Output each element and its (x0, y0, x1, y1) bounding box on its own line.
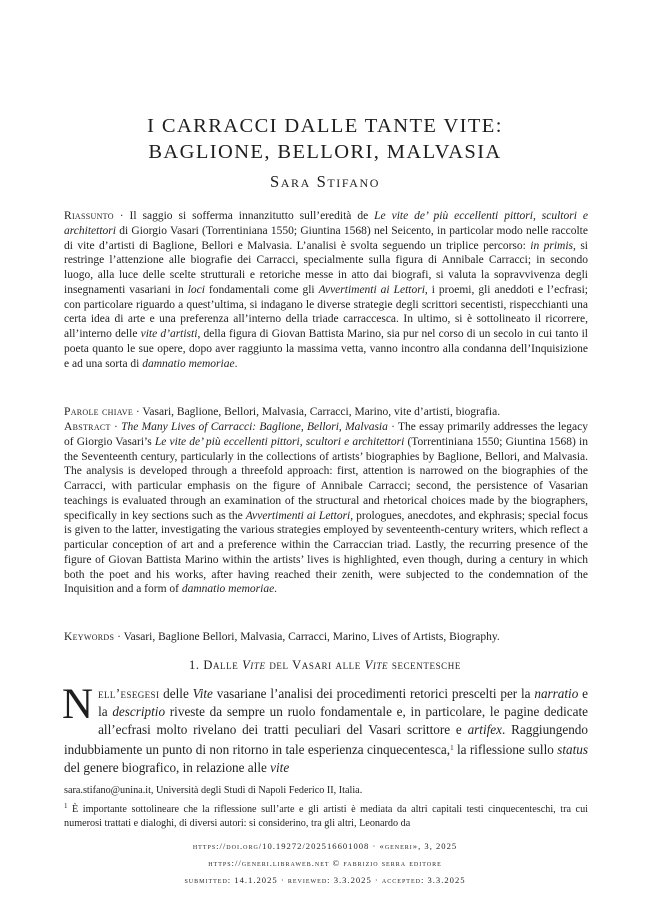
italic-run: Avvertimenti ai Lettori (245, 509, 351, 522)
keywords-italian (64, 404, 588, 420)
english-title: The Many Lives of Carracci: Baglione, Bellori, Malvasia (121, 421, 388, 433)
separator: · (114, 631, 124, 643)
footnote-number: 1 (64, 802, 68, 810)
text-run: , prologues, anecdotes, and ekphrasis; special focus is given to the latter, investigating the various strategies employed by seventeenth-century writers, which reflect a particular conception of art and a preference within the Carraccian triad. Lastly, the recurring presence of the figure of Giovan Battista Marino within the artists’ lives is highlighted, even though, during a century in which both the poet and his works, after having reached their zenith, were subjected to the condemnation of the Inquisition and a form of (64, 509, 589, 596)
text-run: . (274, 583, 278, 596)
section-heading (0, 658, 650, 673)
italic-run: Le vite de’ più eccellenti pittori, scultori e architettori (64, 210, 588, 237)
text-run: di Giorgio Vasari (Torrentiniana 1550; Giuntina 1568) nel Seicento, in particolar modo nelle raccolte di vite d’artisti di Baglione, Bellori e Malvasia. L’analisi è svolta seguendo un triplice percorso: (64, 224, 588, 252)
abstract-english (64, 420, 588, 597)
italic-run: Vite (242, 658, 266, 672)
keywords-english (64, 629, 588, 645)
italic-run: Le vite de’ più eccellenti pittori, scultori e architettori (154, 435, 405, 448)
text-run: vasariane l’analisi dei procedimenti retorici prescelti per la (212, 686, 535, 701)
text-run: fondamentali come gli (204, 283, 319, 296)
abstract-italian (64, 209, 588, 371)
text-run: . Raggiungendo indubbiamente un punto di non ritorno in tale esperienza cinquecentesca, (64, 722, 588, 757)
dates-line: submitted: 14.1.2025 · reviewed: 3.3.2025 · accepted: 3.3.2025 (184, 875, 466, 885)
italic-run: Avvertimenti ai Lettori (318, 283, 425, 296)
footnote-1 (64, 799, 588, 831)
body-paragraph (62, 681, 588, 777)
author-name: Sara Stifano (269, 172, 381, 191)
text-run: delle (159, 686, 193, 701)
italic-run: loci (187, 283, 205, 296)
italic-run: narratio (534, 686, 579, 701)
abstract-english-label: Abstract (64, 421, 111, 433)
italic-run: vite d’artisti (140, 328, 198, 340)
text-run: la riflessione sullo (453, 742, 558, 757)
abstract-italian-label: Riassunto (64, 210, 114, 222)
text-run: , i proemi, gli aneddoti e l’ecfrasi; con particolare riguardo a quest’ultima, si indagano le diverse strategie degli scrittori secentisti, rispecchianti una certa idea di arte e una preferenza all’interno della triade carraccesca. In ultimo, si è sottolineato il ricorrere, all’interno delle (64, 283, 588, 340)
text-run: secentesche (388, 658, 461, 672)
text-run: del Vasari alle (265, 658, 365, 672)
footnote-text: È importante sottolineare che la riflessione sull’arte e gli artisti è mediata da altri capitali testi cinquecenteschi, tra cui numerosi trattati e dialoghi, di diversi autori: si considerino, tra gli altri, Leonardo da (64, 804, 588, 829)
drop-cap: N (62, 681, 94, 728)
italic-run: artifex (467, 722, 502, 737)
text-run: (Torrentiniana 1550; Giuntina 1568) in the Seventeenth century, particularly in the collections of artists’ biographies by Baglione, Bellori, and Malvasia. The analysis is developed through a threefold approach: first, attention is narrowed on the biographies of the Carracci, with particular emphasis on the figure of Annibale Carracci; second, the persistence of Vasarian teachings is evaluated through an examination of the structural and rhetorical choices made by the biographers, specifically in key sections such as the (64, 435, 588, 522)
text-run: . (234, 357, 238, 370)
keywords-italian-text: Vasari, Baglione, Bellori, Malvasia, Carracci, Marino, vite d’artisti, biografia. (142, 406, 501, 418)
italic-run: in primis (530, 239, 574, 252)
article-title-line-2: BAGLIONE, BELLORI, MALVASIA (148, 141, 502, 163)
keywords-english-label: Keywords (64, 631, 115, 643)
author-contact-footnote: sara.stifano@unina.it, Università degli Studi di Napoli Federico II, Italia. (64, 785, 363, 796)
text-run: del genere biografico, in relazione alle (64, 760, 271, 775)
text-run: e la (98, 686, 588, 719)
small-caps-run: ell’esegesi (98, 686, 160, 701)
separator: · (110, 421, 122, 433)
italic-run: Vite (192, 686, 213, 701)
article-title-line-1: I CARRACCI DALLE TANTE VITE: (147, 115, 503, 137)
italic-run: damnatio memoriae (142, 357, 235, 370)
italic-run: Vite (364, 658, 389, 672)
footnote-ref[interactable]: 1 (450, 744, 454, 752)
separator: · (113, 210, 130, 222)
text-run: · The essay primarily addresses the legacy of Giorgio Vasari’s (64, 421, 588, 448)
italic-run: damnatio memoriae (181, 583, 275, 596)
italic-run: vite (270, 760, 290, 775)
section-number: 1. (189, 658, 204, 672)
italic-run: status (557, 742, 588, 757)
doi-line[interactable]: https://doi.org/10.19272/202516601008 · «generi», 3, 2025 (192, 841, 458, 851)
text-run: Il saggio si sofferma innanzitutto sull’eredità de (129, 210, 375, 222)
text-run: Dalle (203, 658, 243, 672)
italic-run: descriptio (112, 704, 166, 719)
keywords-english-text: Vasari, Baglione Bellori, Malvasia, Carracci, Marino, Lives of Artists, Biography. (123, 631, 500, 643)
text-run: , si restringe l’attenzione alle biografie dei Carracci, specialmente sulla figura di Annibale Carracci; in secondo luogo, alla luce delle scelte strutturali e retoriche messe in atto dai biografi, si valuta la sopravvivenza degli insegnamenti vasariani in (64, 239, 589, 296)
keywords-italian-label: Parole chiave (64, 406, 134, 418)
separator: · (133, 406, 143, 418)
text-run: riveste da sempre un ruolo fondamentale e, in particolare, le pagine dedicate all’ecfrasi molto rivelano dei tratti peculiari del Vasari scrittore e (98, 704, 588, 737)
text-run: , della figura di Giovan Battista Marino, sia pur nel corso di un secolo in cui tanto il poeta quanto le sue opere, dopo aver raggiunto la massima vetta, vanno incontro alla condanna dell’Inquisizione e ad una sorta di (64, 328, 588, 370)
publisher-line[interactable]: https://generi.libraweb.net © fabrizio serra editore (208, 858, 442, 868)
